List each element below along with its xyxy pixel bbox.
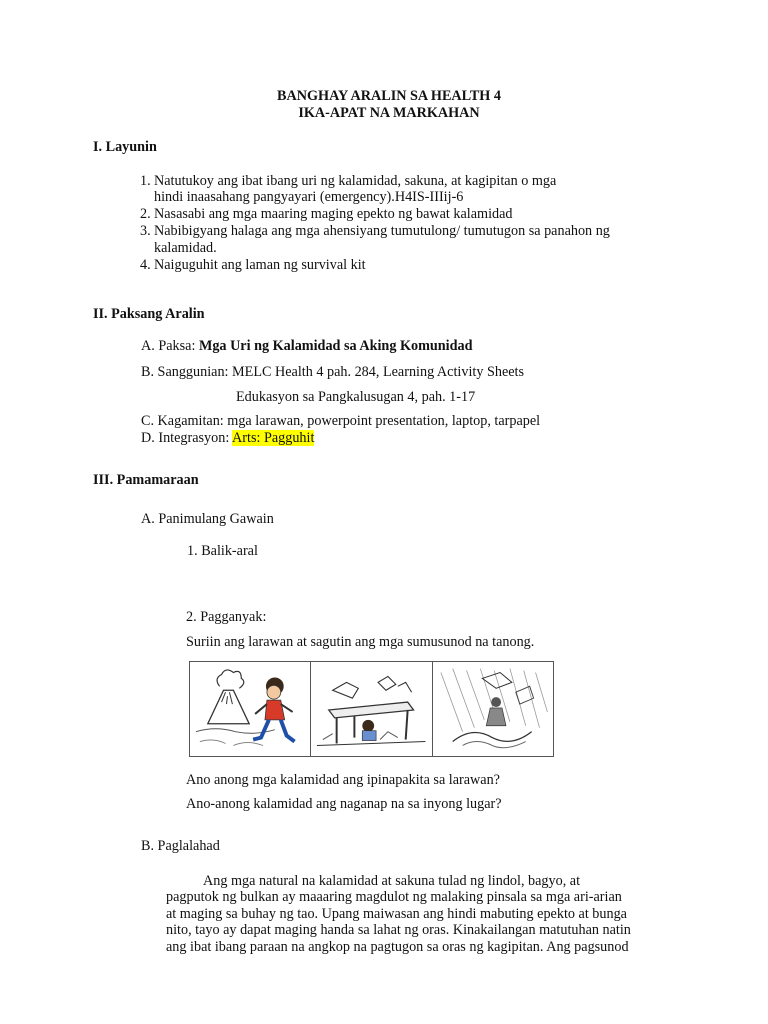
paglalahad-heading: B. Paglalahad [141, 838, 220, 854]
sanggunian-label: B. Sanggunian: [141, 364, 233, 380]
pagganyak: 2. Pagganyak: [186, 609, 267, 625]
title-line-2: IKA-APAT NA MARKAHAN [298, 105, 480, 121]
question-1: Ano anong mga kalamidad ang ipinapakita sa larawan? [186, 772, 500, 788]
paragraph-line-5: ang ibat ibang paraan na angkop na pagtugon sa oras ng kagipitan. Ang pagsunod [166, 939, 629, 955]
objective-1-line-1: Natutukoy ang ibat ibang uri ng kalamidad, sakuna, at kagipitan o mga [154, 173, 557, 189]
paksa-label: A. Paksa: [141, 338, 199, 354]
panimulang-gawain: A. Panimulang Gawain [141, 511, 274, 527]
kagamitan-value: mga larawan, powerpoint presentation, laptop, tarpapel [227, 413, 541, 429]
integrasyon-line [141, 430, 314, 447]
earthquake-table-image [311, 662, 432, 756]
objective-2-num: 2. [140, 206, 151, 222]
volcano-eruption-image [190, 662, 311, 756]
title-line-1: BANGHAY ARALIN SA HEALTH 4 [277, 88, 501, 104]
objective-4-num: 4. [140, 257, 151, 273]
paragraph-line-1: Ang mga natural na kalamidad at sakuna tulad ng lindol, bagyo, at [203, 873, 581, 889]
integrasyon-label: D. Integrasyon: [141, 430, 233, 446]
objective-4-line-1: Naiguguhit ang laman ng survival kit [154, 257, 366, 273]
objective-3-line-2: kalamidad. [154, 240, 217, 256]
sanggunian-continuation: Edukasyon sa Pangkalusugan 4, pah. 1-17 [236, 389, 476, 405]
objective-3-num: 3. [140, 223, 151, 239]
section-2-heading: II. Paksang Aralin [93, 306, 205, 322]
paragraph-line-3: at maging sa buhay ng tao. Upang maiwasan ang hindi mabuting epekto at bunga [166, 906, 627, 922]
objective-3-line-1: Nabibigyang halaga ang mga ahensiyang tumutulong/ tumutugon sa panahon ng [154, 223, 610, 239]
integrasyon-value-highlighted: Arts: Pagguhit [232, 430, 315, 446]
pagganyak-instruction: Suriin ang larawan at sagutin ang mga sumusunod na tanong. [186, 634, 535, 650]
balik-aral: 1. Balik-aral [187, 543, 258, 559]
section-3-heading: III. Pamamaraan [93, 472, 199, 488]
kagamitan-label: C. Kagamitan: [141, 413, 228, 429]
kagamitan-line [141, 413, 540, 430]
objective-2-line-1: Nasasabi ang mga maaring maging epekto ng bawat kalamidad [154, 206, 513, 222]
sanggunian-value: MELC Health 4 pah. 284, Learning Activity Sheets [232, 364, 525, 380]
objective-1-line-2: hindi inaasahang pangyayari (emergency).H4IS-IIIij-6 [154, 189, 464, 205]
question-2: Ano-anong kalamidad ang naganap na sa inyong lugar? [186, 796, 502, 812]
disaster-images-strip [189, 661, 554, 757]
paksa-line [141, 338, 473, 355]
paksa-value: Mga Uri ng Kalamidad sa Aking Komunidad [198, 338, 473, 354]
paragraph-line-4: nito, tayo ay dapat maging handa sa lahat ng oras. Kinakailangan matutuhan natin [166, 922, 631, 938]
paragraph-line-2: pagputok ng bulkan ay maaaring magdulot ng malaking pinsala sa mga ari-arian [166, 889, 622, 905]
section-1-heading: I. Layunin [93, 139, 157, 155]
sanggunian-line [141, 364, 524, 381]
objective-1-num: 1. [140, 173, 151, 189]
storm-typhoon-image [433, 662, 553, 756]
